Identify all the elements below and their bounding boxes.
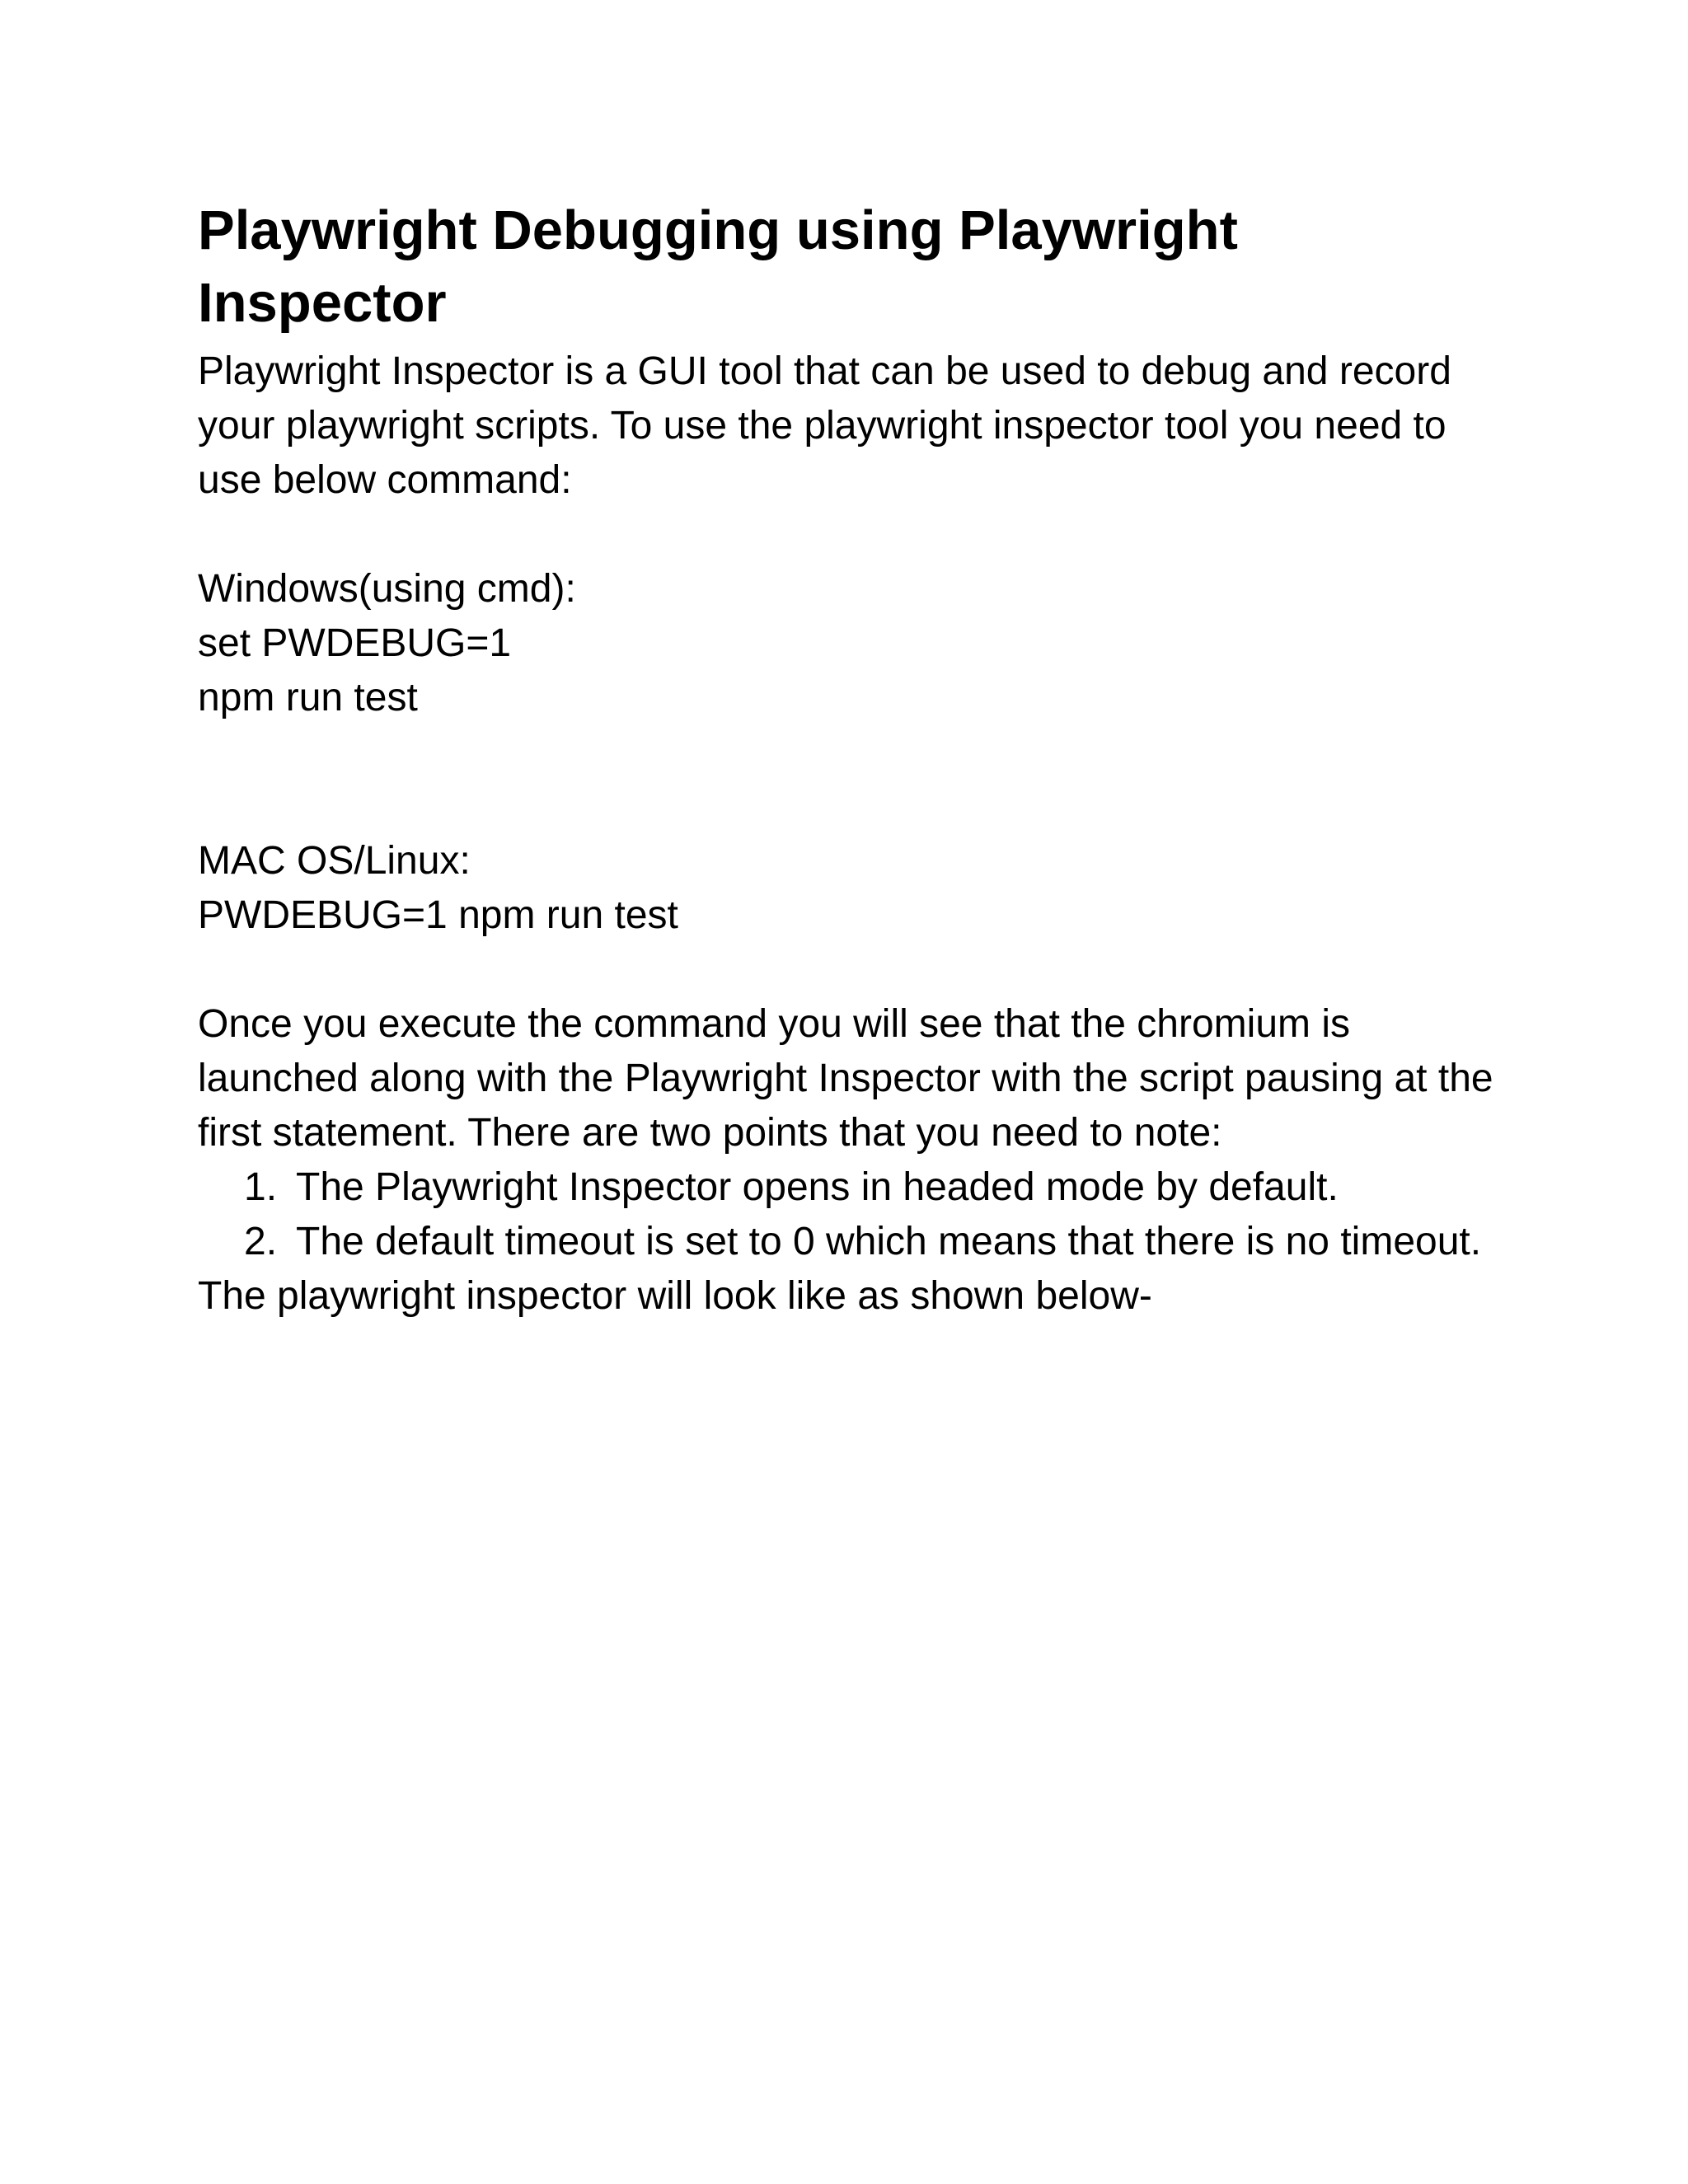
list-item: [198, 1215, 1500, 1269]
windows-command-set: set PWDEBUG=1: [198, 621, 512, 665]
mac-heading: MAC OS/Linux:: [198, 839, 471, 883]
intro-paragraph: Playwright Inspector is a GUI tool that can be used to debug and record your playwright scripts. To use the playwright inspector tool you need to use below command:: [198, 349, 1451, 502]
windows-command-run: npm run test: [198, 676, 418, 719]
document-body: [198, 344, 1500, 1324]
list-item-text: The default timeout is set to 0 which means that there is no timeout.: [296, 1220, 1482, 1263]
notes-list: [198, 1160, 1500, 1269]
spacer: [198, 725, 1500, 834]
windows-heading: Windows(using cmd):: [198, 567, 576, 611]
document-title: Playwright Debugging using Playwright Inspector: [198, 199, 1238, 334]
spacer: [198, 943, 1500, 997]
mac-command: PWDEBUG=1 npm run test: [198, 893, 678, 937]
execution-note-paragraph: Once you execute the command you will see that the chromium is launched along with the Playwright Inspector with the script pausing at the first statement. There are two points that you need to note:: [198, 1002, 1493, 1155]
list-item-number: 1.: [244, 1165, 278, 1209]
spacer: [198, 508, 1500, 562]
document-page: [198, 194, 1500, 1324]
closing-paragraph: The playwright inspector will look like as shown below-: [198, 1274, 1152, 1318]
list-item: [198, 1160, 1500, 1215]
list-item-text: The Playwright Inspector opens in headed mode by default.: [296, 1165, 1339, 1209]
list-item-number: 2.: [244, 1220, 278, 1263]
